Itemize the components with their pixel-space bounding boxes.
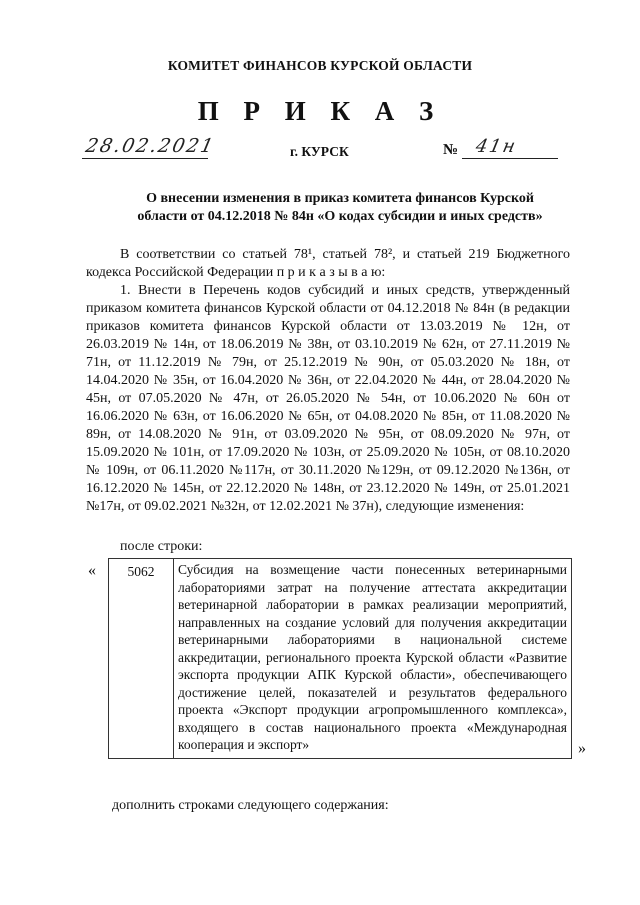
date-underline	[82, 158, 208, 159]
order-subject	[90, 190, 590, 226]
quote-close: »	[578, 740, 586, 757]
quote-open: «	[88, 562, 96, 579]
document-type-title: П Р И К А З	[197, 96, 443, 126]
subject-line-2: области от 04.12.2018 № 84н «О кодах субсидии и иных средств»	[137, 209, 543, 224]
number-label: №	[443, 142, 459, 158]
subsidy-code-table	[108, 558, 572, 759]
city-label: г. КУРСК	[290, 144, 349, 159]
order-body	[86, 246, 570, 516]
intro-paragraph: В соответствии со статьей 78¹, статьей 78², и статьей 219 Бюджетного кодекса Российской Федерации п р и к а з ы в а ю:	[86, 247, 570, 280]
table-row	[109, 559, 572, 759]
handwritten-number: 41н	[473, 136, 519, 157]
subsidy-code-cell: 5062	[109, 559, 174, 759]
number-underline	[462, 158, 558, 159]
supplement-label: дополнить строками следующего содержания:	[112, 798, 389, 813]
after-row-label: после строки:	[120, 539, 203, 554]
subsidy-description-cell: Субсидия на возмещение части понесенных ветеринарными лабораториями затрат на получение аттестата аккредитации ветеринарной лаборатории в рамках реализации мероприятий, направленных на создание условий для получения аккредитации ветеринарными лабораториями в национальной системе аккредитации, регионального проекта Курской области «Развитие экспорта продукции АПК Курской области», обеспечивающего достижение целей, показателей и результатов федерального проекта «Экспорт продукции агропромышленного комплекса», входящего в состав национального проекта «Международная кооперация и экспорт»	[174, 559, 572, 759]
item-1-paragraph: 1. Внести в Перечень кодов субсидий и иных средств, утвержденный приказом комитета финансов Курской области от 04.12.2018 № 84н (в редакции приказов комитета финансов Курской области от 13.03.2019 № 12н, от 26.03.2019 № 14н, от 18.06.2019 № 38н, от 03.10.2019 № 62н, от 27.11.2019 № 71н, от 11.12.2019 № 79н, от 25.12.2019 № 90н, от 05.03.2020 № 18н, от 14.04.2020 № 35н, от 16.04.2020 № 36н, от 22.04.2020 № 44н, от 28.04.2020 № 45н, от 07.05.2020 № 47н, от 26.05.2020 № 54н, от 10.06.2020 № 60н от 16.06.2020 № 63н, от 16.06.2020 № 65н, от 04.08.2020 № 85н, от 11.08.2020 № 89н, от 14.08.2020 № 91н, от 03.09.2020 № 95н, от 08.09.2020 № 97н, от 15.09.2020 № 101н, от 17.09.2020 № 103н, от 25.09.2020 № 105н, от 08.10.2020 № 109н, от 06.11.2020 №117н, от 30.11.2020 №129н, от 09.12.2020 №136н, от 16.12.2020 № 145н, от 22.12.2020 № 148н, от 23.12.2020 № 149н, от 25.01.2021 №17н, от 09.02.2021 №32н, от 12.02.2021 № 37н), следующие изменения:	[86, 283, 570, 514]
subject-line-1: О внесении изменения в приказ комитета финансов Курской	[146, 191, 534, 206]
organization-name: КОМИТЕТ ФИНАНСОВ КУРСКОЙ ОБЛАСТИ	[167, 58, 473, 73]
handwritten-date: 28.02.2021	[83, 135, 218, 157]
